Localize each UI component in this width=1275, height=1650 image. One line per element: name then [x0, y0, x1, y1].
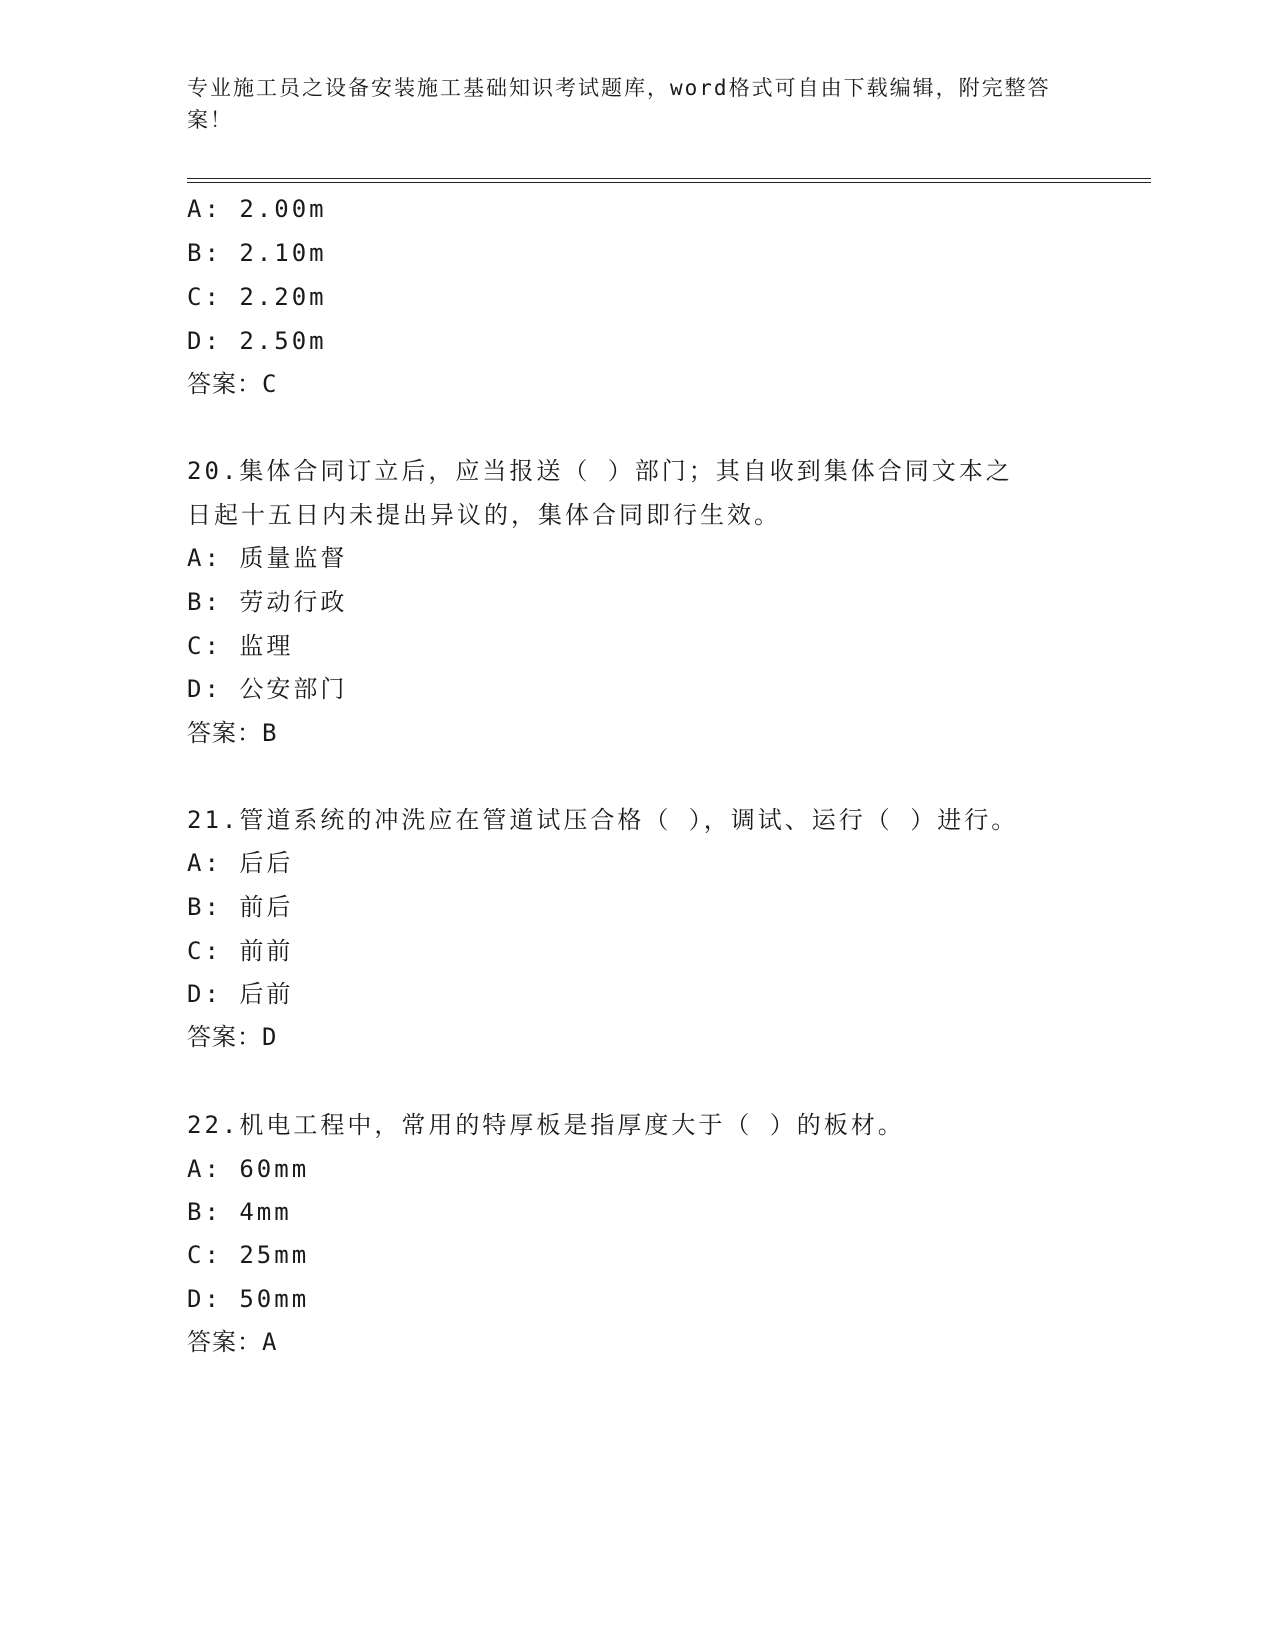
question-stem-line: 20.集体合同订立后，应当报送（ ）部门；其自收到集体合同文本之: [187, 457, 1013, 485]
answer-line: [187, 1022, 277, 1052]
header-divider-bottom: [187, 182, 1151, 183]
answer-line: [187, 718, 277, 748]
answer-value: A: [262, 1328, 278, 1356]
question-stem-line: 22.机电工程中，常用的特厚板是指厚度大于（ ）的板材。: [187, 1111, 905, 1139]
option-b: B: 2.10m: [187, 239, 327, 267]
answer-line: [187, 369, 277, 399]
question-stem-line: 21.管道系统的冲洗应在管道试压合格（ ），调试、运行（ ）进行。: [187, 806, 1019, 834]
option-a: A: 质量监督: [187, 544, 348, 572]
option-a: A: 60mm: [187, 1155, 310, 1183]
header-divider-top: [187, 178, 1151, 179]
option-a: A: 后后: [187, 849, 294, 877]
document-header-title: 专业施工员之设备安装施工基础知识考试题库，word格式可自由下载编辑，附完整答案！: [187, 76, 1051, 132]
option-a: A: 2.00m: [187, 195, 327, 223]
option-b: B: 前后: [187, 893, 294, 921]
option-b: B: 劳动行政: [187, 588, 348, 616]
question-stem-line: 日起十五日内未提出异议的，集体合同即行生效。: [187, 501, 781, 529]
option-d: D: 后前: [187, 980, 294, 1008]
answer-value: C: [262, 370, 278, 398]
option-c: C: 前前: [187, 937, 294, 965]
answer-label: 答案：: [187, 1328, 262, 1356]
answer-label: 答案：: [187, 719, 262, 747]
option-b: B: 4mm: [187, 1198, 292, 1226]
answer-label: 答案：: [187, 1023, 262, 1051]
answer-line: [187, 1327, 277, 1357]
option-d: D: 公安部门: [187, 675, 348, 703]
answer-value: D: [262, 1023, 278, 1051]
option-d: D: 2.50m: [187, 327, 327, 355]
option-d: D: 50mm: [187, 1285, 310, 1313]
option-c: C: 监理: [187, 632, 294, 660]
option-c: C: 2.20m: [187, 283, 327, 311]
answer-label: 答案：: [187, 370, 262, 398]
option-c: C: 25mm: [187, 1241, 310, 1269]
answer-value: B: [262, 719, 278, 747]
